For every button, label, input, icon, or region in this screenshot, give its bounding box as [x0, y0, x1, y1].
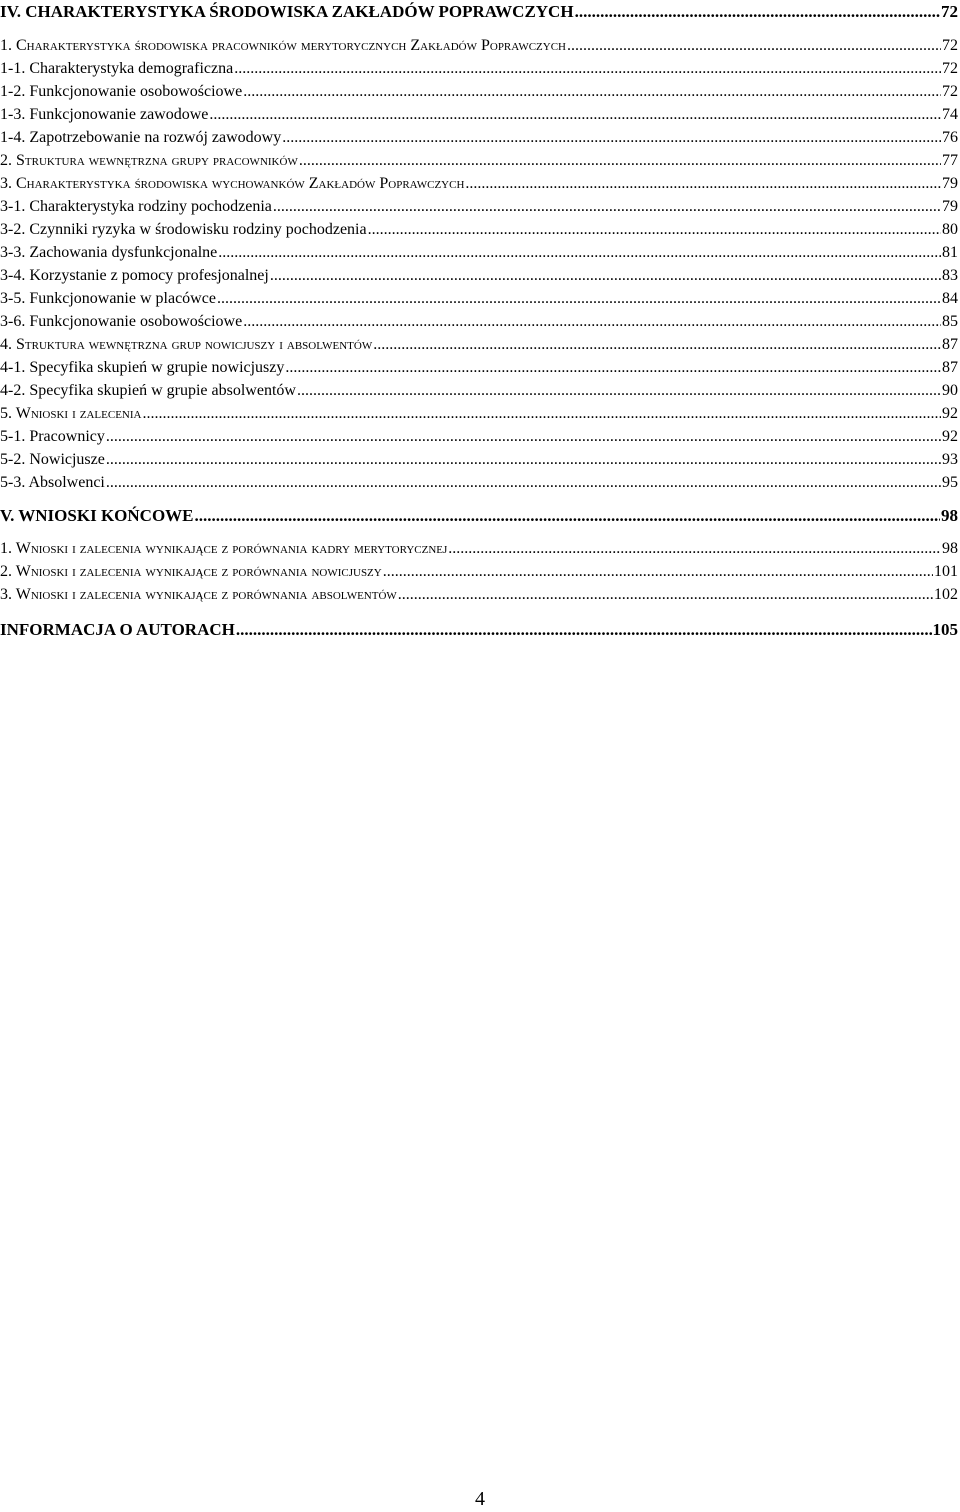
toc-entry[interactable]: [0, 198, 958, 216]
toc-leader-dots: [234, 60, 941, 78]
toc-entry[interactable]: [0, 359, 958, 377]
toc-entry-label: 3. Charakterystyka środowiska wychowanków Zakładów Poprawczych: [0, 175, 465, 192]
toc-entry-label: 1-4. Zapotrzebowanie na rozwój zawodowy: [0, 129, 282, 146]
toc-leader-dots: [142, 405, 941, 423]
toc-entry-page: 92: [942, 428, 958, 445]
toc-entry-label: 3-1. Charakterystyka rodziny pochodzenia: [0, 198, 272, 215]
toc-entry-page: 95: [942, 474, 958, 491]
toc-entry-page: 85: [942, 313, 958, 330]
toc-entry-label: 2. Wnioski i zalecenia wynikające z porównania nowicjuszy: [0, 563, 382, 580]
toc-leader-dots: [465, 175, 941, 193]
toc-entry[interactable]: [0, 405, 958, 423]
toc-leader-dots: [297, 382, 941, 400]
toc-entry-page: 98: [942, 540, 958, 557]
toc-leader-dots: [106, 474, 941, 492]
toc-entry-page: 105: [932, 620, 958, 639]
toc-entry[interactable]: [0, 129, 958, 147]
toc-leader-dots: [383, 563, 933, 581]
toc-entry-label: 5-1. Pracownicy: [0, 428, 105, 445]
toc-leader-dots: [273, 198, 941, 216]
toc-entry-page: 72: [941, 2, 958, 21]
toc-entry[interactable]: [0, 221, 958, 239]
toc-entry-label: IV. CHARAKTERYSTYKA ŚRODOWISKA ZAKŁADÓW POPRAWCZYCH: [0, 2, 574, 21]
toc-entry-label: 5. Wnioski i zalecenia: [0, 405, 142, 422]
toc-entry-label: 1-2. Funkcjonowanie osobowościowe: [0, 83, 243, 100]
toc-entry[interactable]: [0, 83, 958, 101]
toc-leader-dots: [106, 428, 941, 446]
toc-entry-page: 79: [942, 198, 958, 215]
toc-leader-dots: [299, 152, 941, 170]
toc-entry[interactable]: [0, 620, 958, 640]
toc-entry-page: 93: [942, 451, 958, 468]
toc-entry[interactable]: [0, 290, 958, 308]
toc-leader-dots: [209, 106, 941, 124]
toc-entry-label: 3-3. Zachowania dysfunkcjonalne: [0, 244, 218, 261]
toc-entry[interactable]: [0, 506, 958, 526]
toc-entry-label: 5-3. Absolwenci: [0, 474, 105, 491]
toc-entry[interactable]: [0, 563, 958, 581]
toc-leader-dots: [575, 2, 940, 22]
toc-entry-label: 2. Struktura wewnętrzna grupy pracowników: [0, 152, 298, 169]
toc-entry-label: 1. Charakterystyka środowiska pracowników merytorycznych Zakładów Poprawczych: [0, 37, 566, 54]
toc-entry[interactable]: [0, 428, 958, 446]
toc-entry[interactable]: [0, 336, 958, 354]
toc-leader-dots: [285, 359, 941, 377]
toc-leader-dots: [373, 336, 941, 354]
toc-entry-label: 3. Wnioski i zalecenia wynikające z porównania absolwentów: [0, 586, 397, 603]
toc-entry-page: 77: [942, 152, 958, 169]
toc-leader-dots: [243, 83, 941, 101]
toc-leader-dots: [243, 313, 941, 331]
toc-entry-page: 72: [942, 60, 958, 77]
toc-entry[interactable]: [0, 313, 958, 331]
toc-entry[interactable]: [0, 267, 958, 285]
toc-entry-page: 74: [942, 106, 958, 123]
toc-entry-label: 4-2. Specyfika skupień w grupie absolwentów: [0, 382, 296, 399]
toc-entry[interactable]: [0, 540, 958, 558]
toc-entry-label: 4. Struktura wewnętrzna grup nowicjuszy i absolwentów: [0, 336, 373, 353]
toc-entry-label: 5-2. Nowicjusze: [0, 451, 105, 468]
toc-entry[interactable]: [0, 37, 958, 55]
toc-entry-page: 101: [934, 563, 958, 580]
toc-entry[interactable]: [0, 106, 958, 124]
toc-leader-dots: [368, 221, 941, 239]
toc-leader-dots: [236, 620, 932, 640]
toc-entry-label: 1-3. Funkcjonowanie zawodowe: [0, 106, 209, 123]
toc-entry-label: 3-4. Korzystanie z pomocy profesjonalnej: [0, 267, 269, 284]
toc-leader-dots: [195, 506, 941, 526]
toc-entry-page: 84: [942, 290, 958, 307]
toc-entry-page: 76: [942, 129, 958, 146]
toc-entry[interactable]: [0, 244, 958, 262]
toc-entry-label: 3-6. Funkcjonowanie osobowościowe: [0, 313, 243, 330]
toc-entry[interactable]: [0, 474, 958, 492]
toc-entry[interactable]: [0, 2, 958, 22]
toc-entry-page: 81: [942, 244, 958, 261]
toc-entry-page: 87: [942, 336, 958, 353]
page-number: 4: [475, 1488, 485, 1510]
toc-entry-page: 72: [942, 83, 958, 100]
toc-entry[interactable]: [0, 60, 958, 78]
toc-leader-dots: [217, 290, 941, 308]
toc-entry-label: 3-2. Czynniki ryzyka w środowisku rodziny pochodzenia: [0, 221, 367, 238]
toc-entry-label: 3-5. Funkcjonowanie w placówce: [0, 290, 216, 307]
toc-entry[interactable]: [0, 586, 958, 604]
toc-entry-page: 72: [942, 37, 958, 54]
toc-entry-label: V. WNIOSKI KOŃCOWE: [0, 506, 194, 525]
toc-entry-page: 79: [942, 175, 958, 192]
toc-leader-dots: [270, 267, 941, 285]
toc-leader-dots: [448, 540, 941, 558]
toc-entry-page: 87: [942, 359, 958, 376]
toc-leader-dots: [567, 37, 941, 55]
toc-entry-label: INFORMACJA O AUTORACH: [0, 620, 235, 639]
toc-leader-dots: [218, 244, 941, 262]
toc-entry-page: 83: [942, 267, 958, 284]
toc-entry[interactable]: [0, 152, 958, 170]
toc-entry-page: 92: [942, 405, 958, 422]
toc-entry-page: 102: [934, 586, 958, 603]
toc-leader-dots: [282, 129, 941, 147]
toc-entry[interactable]: [0, 451, 958, 469]
toc-leader-dots: [398, 586, 933, 604]
toc-entry[interactable]: [0, 382, 958, 400]
toc-entry-page: 80: [942, 221, 958, 238]
toc-entry-page: 90: [942, 382, 958, 399]
toc-entry-label: 1. Wnioski i zalecenia wynikające z porównania kadry merytorycznej: [0, 540, 448, 557]
toc-entry[interactable]: [0, 175, 958, 193]
toc-entry-label: 1-1. Charakterystyka demograficzna: [0, 60, 234, 77]
toc-entry-label: 4-1. Specyfika skupień w grupie nowicjuszy: [0, 359, 285, 376]
toc-entry-page: 98: [941, 506, 958, 525]
toc-leader-dots: [106, 451, 941, 469]
